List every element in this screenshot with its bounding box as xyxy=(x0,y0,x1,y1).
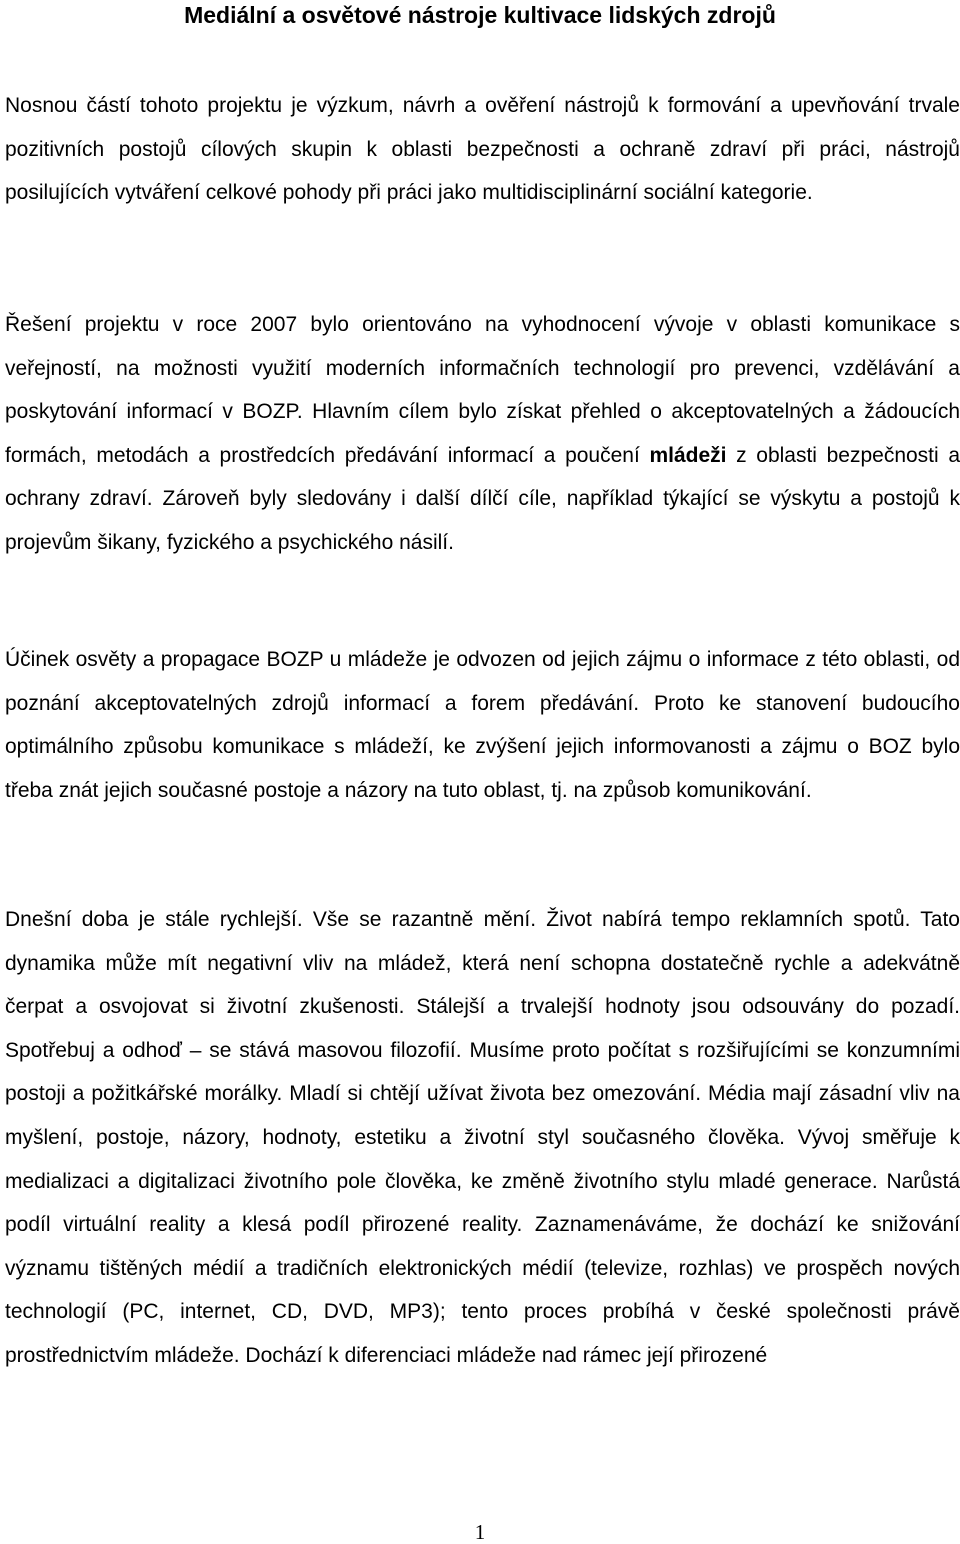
paragraph-text-before-bold: Řešení projektu v roce 2007 bylo orientováno na vyhodnocení vývoje v oblasti komunikace s veřejností, na možnosti využití moderních informačních technologií pro prevenci, vzdělávání a poskytování informací v BOZP. Hlavním cílem bylo získat přehled o akceptovatelných a žádoucích formách, metodách a prostředcích předávání informací a poučení xyxy=(5,313,960,467)
page-number: 1 xyxy=(474,1520,486,1544)
paragraph-project-2007 xyxy=(5,303,960,565)
paragraph-modern-times: Dnešní doba je stále rychlejší. Vše se razantně mění. Život nabírá tempo reklamních spotů. Tato dynamika může mít negativní vliv na mládež, která není schopna dostatečně rychle a adekvátně čerpat a osvojovat si životní zkušenosti. Stálejší a trvalejší hodnoty jsou odsouvány do pozadí. Spotřebuj a odhoď – se stává masovou filozofií. Musíme proto počítat s rozšiřujícími se konzumními postoji a požitkářské morálky. Mladí si chtějí užívat života bez omezování. Média mají zásadní vliv na myšlení, postoje, názory, hodnoty, estetiku a životní styl současného člověka. Vývoj směřuje k medializaci a digitalizaci životního pole člověka, ke změně životního stylu mladé generace. Narůstá podíl virtuální reality a klesá podíl přirozené reality. Zaznamenáváme, že dochází ke snižování významu tištěných médií a tradičních elektronických médií (televize, rozhlas) ve prospěch nových technologií (PC, internet, CD, DVD, MP3); tento proces probíhá v české společnosti právě prostřednictvím mládeže. Dochází k diferenciaci mládeže nad rámec její přirozené xyxy=(5,908,960,1367)
paragraph-osveta-effect: Účinek osvěty a propagace BOZP u mládeže je odvozen od jejich zájmu o informace z této oblasti, od poznání akceptovatelných zdrojů informací a forem předávání. Proto ke stanovení budoucího optimálního způsobu komunikace s mládeží, ke zvýšení jejich informovanosti a zájmu o BOZ bylo třeba znát jejich současné postoje a názory na tuto oblast, tj. na způsob komunikování. xyxy=(5,648,960,802)
page-title: Mediální a osvětové nástroje kultivace lidských zdrojů xyxy=(184,2,776,28)
paragraph-project-core: Nosnou částí tohoto projektu je výzkum, návrh a ověření nástrojů k formování a upevňování trvale pozitivních postojů cílových skupin k oblasti bezpečnosti a ochraně zdraví při práci, nástrojů posilujících vytváření celkové pohody při práci jako multidisciplinární sociální kategorie. xyxy=(5,94,960,205)
bold-word-mladezi: mládeži xyxy=(649,443,727,467)
paragraph-text-after-bold: z oblasti bezpečnosti a ochrany zdraví. Zároveň byly sledovány i další dílčí cíle, například týkající se výskytu a postojů k projevům šikany, fyzického a psychického násilí. xyxy=(5,443,960,554)
